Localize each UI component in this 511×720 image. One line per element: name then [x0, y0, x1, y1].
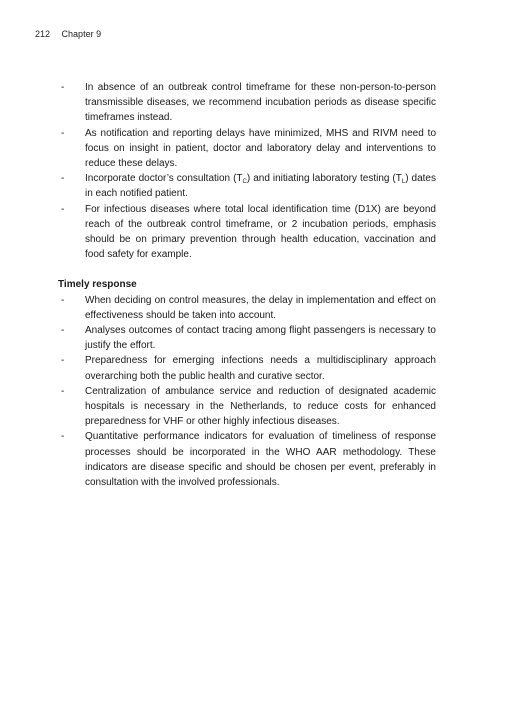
bullet-marker: - [61, 294, 65, 306]
subscript-l: L [401, 179, 406, 186]
text-segment: Incorporate doctor’s consultation (T [85, 173, 243, 185]
page-body [58, 80, 436, 490]
list-item [58, 384, 436, 430]
recommendation-list [58, 80, 436, 262]
bullet-marker: - [61, 173, 65, 185]
list-item [58, 171, 436, 201]
list-item-text [85, 173, 436, 199]
bullet-marker: - [61, 385, 65, 397]
list-item [58, 429, 436, 490]
text-segment: ) dates in each notified patient. [85, 173, 436, 200]
list-item-text: As notification and reporting delays have minimized, MHS and RIVM need to focus on insight in patient, doctor and laboratory delay and interventions to reduce these delays. [85, 127, 436, 170]
bullet-marker: - [61, 127, 65, 139]
list-item-text: Analyses outcomes of contact tracing among flight passengers is necessary to justify the effort. [85, 325, 436, 352]
list-item [58, 202, 436, 263]
subscript-c: C [242, 179, 247, 186]
list-item-text: Quantitative performance indicators for evaluation of timeliness of response processes should be incorporated in the WHO AAR methodology. These indicators are disease specific and should be chosen per event, preferably in consultation with the involved professionals. [85, 431, 436, 489]
list-item-text: In absence of an outbreak control timeframe for these non-person-to-person transmissible diseases, we recommend incubation periods as disease specific timeframes instead. [85, 82, 436, 124]
bullet-marker: - [61, 431, 65, 443]
list-item [58, 323, 436, 353]
list-item [58, 126, 436, 172]
chapter-title: Chapter 9 [61, 29, 102, 39]
text-segment: ) and initiating laboratory testing (T [246, 173, 402, 185]
list-item-text: Preparedness for emerging infections needs a multidisciplinary approach overarching both the public health and curative sector. [85, 355, 436, 382]
bullet-marker: - [61, 355, 65, 367]
bullet-marker: - [61, 325, 65, 337]
list-item [58, 353, 436, 383]
list-item [58, 293, 436, 323]
list-item-text: For infectious diseases where total local identification time (D1X) are beyond reach of the outbreak control timeframe, or 2 incubation periods, emphasis should be on primary prevention through health education, vaccination and food safety for example. [85, 203, 436, 261]
list-item-text: When deciding on control measures, the delay in implementation and effect on effectiveness should be taken into account. [85, 294, 436, 321]
bullet-marker: - [61, 203, 65, 215]
list-item [58, 80, 436, 126]
running-header [35, 29, 101, 39]
section-heading: Timely response [58, 279, 137, 291]
bullet-marker: - [61, 82, 65, 93]
timely-response-list [58, 293, 436, 491]
list-item-text: Centralization of ambulance service and reduction of designated academic hospitals is necessary in the Netherlands, to reduce costs for enhanced preparedness for VHF or other highly infectious diseases. [85, 385, 436, 428]
page-number: 212 [35, 29, 51, 39]
